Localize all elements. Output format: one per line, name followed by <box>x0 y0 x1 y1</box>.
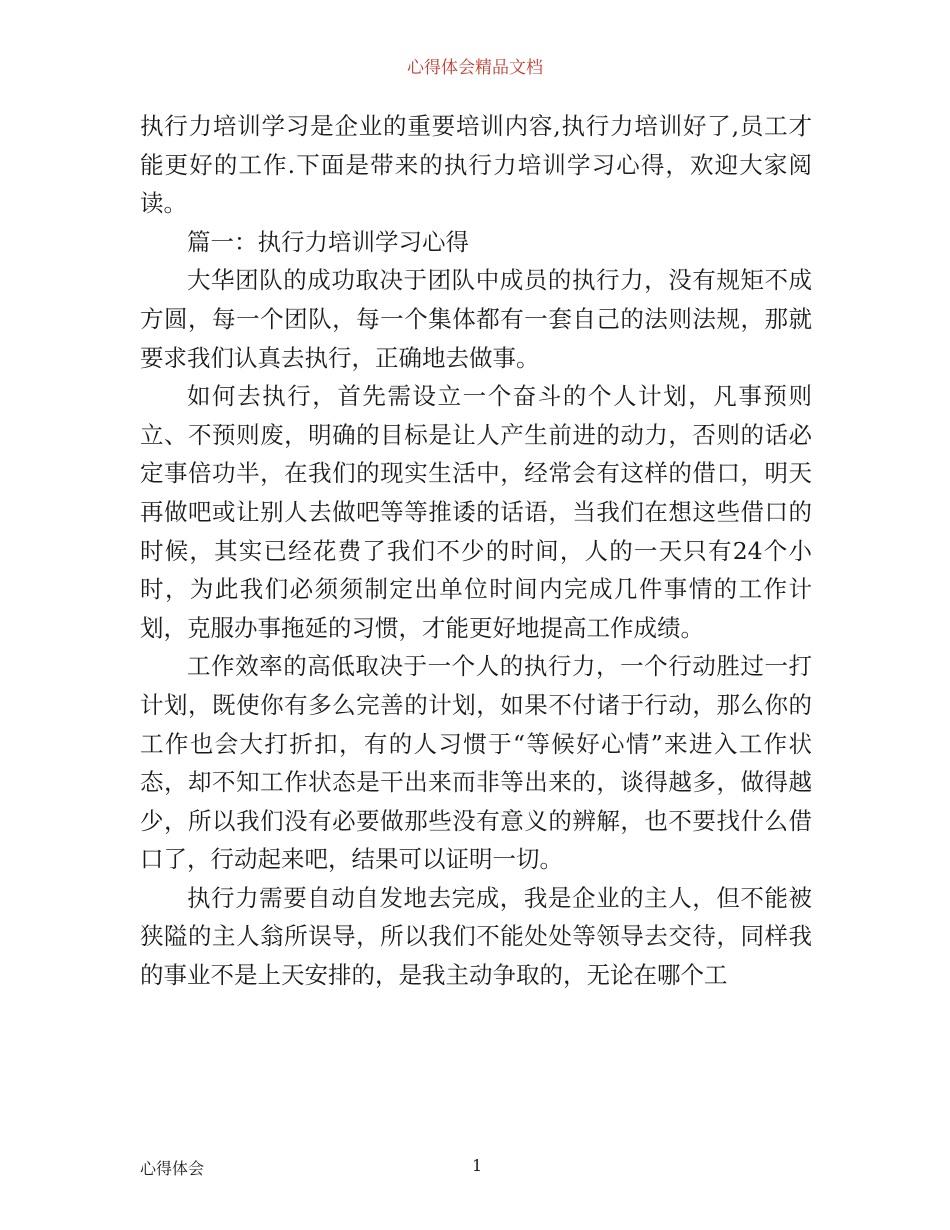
page-header-title: 心得体会精品文档 <box>407 58 543 78</box>
page-number: 1 <box>472 1156 483 1175</box>
body-paragraph: 如何去执行，首先需设立一个奋斗的个人计划，凡事预则立、不预则废，明确的目标是让人产生前进的动力，否则的话必定事倍功半，在我们的现实生活中，经常会有这样的借口，明天再做吧或让别人去做吧等等推诿的话语，当我们在想这些借口的时候，其实已经花费了我们不少的时间，人的一天只有24个小时，为此我们必须须制定出单位时间内完成几件事情的工作计划，克服办事拖延的习惯，才能更好地提高工作成绩。 <box>140 382 812 642</box>
body-paragraph: 大华团队的成功取决于团队中成员的执行力，没有规矩不成方圆，每一个团队，每一个集体都有一套自己的法则法规，那就要求我们认真去执行，正确地去做事。 <box>140 266 812 372</box>
page-footer <box>140 1156 812 1178</box>
body-paragraph: 执行力需要自动自发地去完成，我是企业的主人，但不能被狭隘的主人翁所误导，所以我们不能处处等领导去交待，同样我的事业不是上天安排的，是我主动争取的，无论在哪个工 <box>140 883 812 990</box>
body-paragraph: 工作效率的高低取决于一个人的执行力，一个行动胜过一打计划，既使你有多么完善的计划，如果不付诸于行动，那么你的工作也会大打折扣，有的人习惯于“等候好心情”来进入工作状态，却不知工作状态是干出来而非等出来的，谈得越多，做得越少，所以我们没有必要做那些没有意义的辨解，也不要找什么借口了，行动起来吧，结果可以证明一切。 <box>140 652 812 874</box>
section-heading: 篇一：执行力培训学习心得 <box>187 227 469 256</box>
document-body <box>140 107 812 995</box>
footer-label: 心得体会 <box>140 1159 205 1178</box>
intro-paragraph: 执行力培训学习是企业的重要培训内容,执行力培训好了,员工才能更好的工作.下面是带来的执行力培训学习心得，欢迎大家阅读。 <box>140 112 812 218</box>
